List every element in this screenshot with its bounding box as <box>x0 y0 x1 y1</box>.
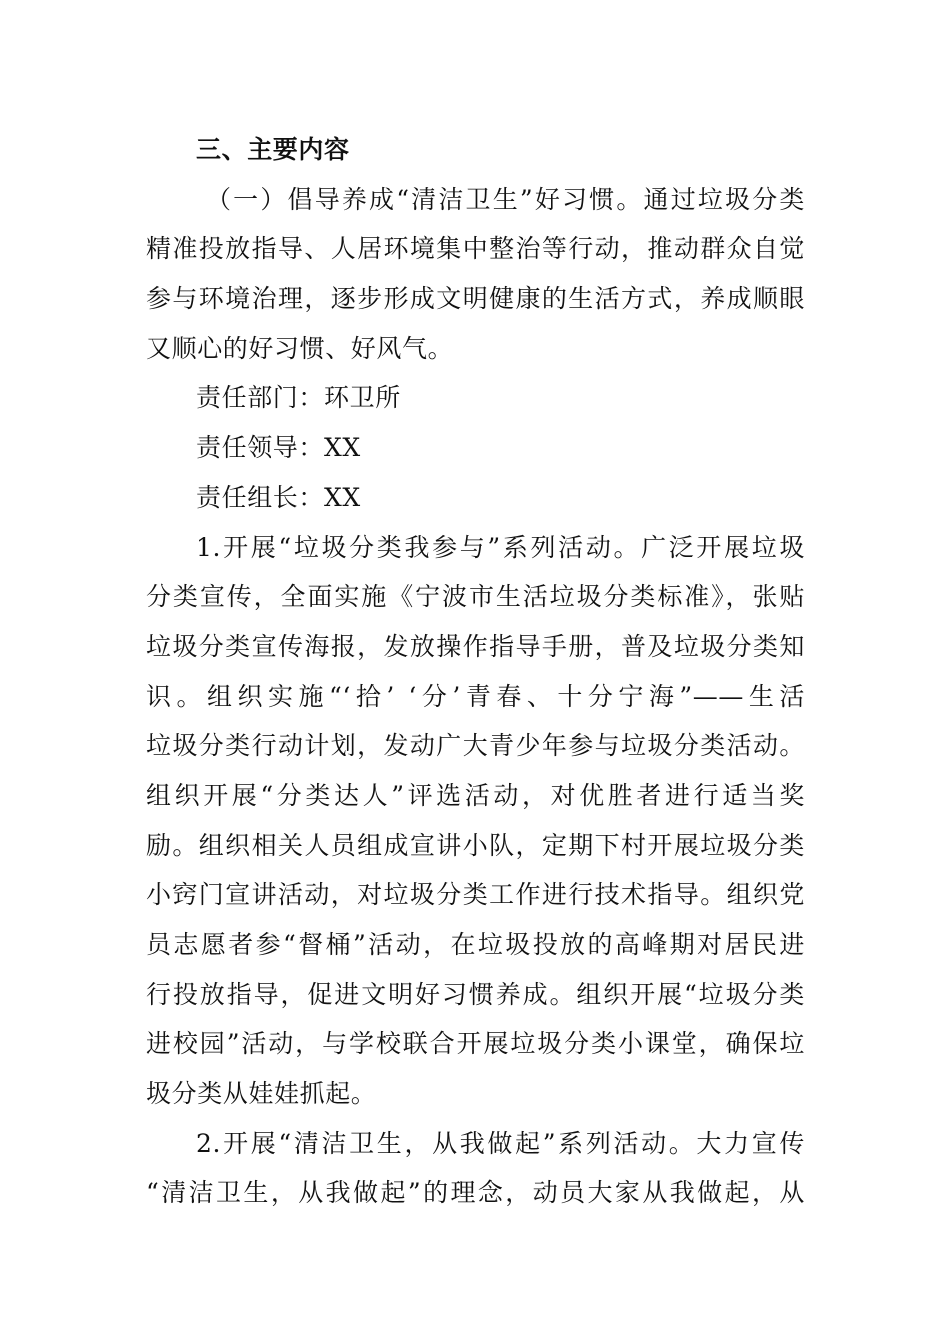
paragraph-line: 员志愿者参“督桶”活动，在垃圾投放的高峰期对居民进 <box>146 930 805 959</box>
responsible-team-leader: 责任组长：XX <box>196 482 361 512</box>
responsible-leader: 责任领导：XX <box>196 433 361 463</box>
responsible-department: 责任部门：环卫所 <box>196 383 401 413</box>
paragraph-line: 垃圾分类行动计划，发动广大青少年参与垃圾分类活动。 <box>146 731 805 761</box>
paragraph-line: 1.开展“垃圾分类我参与”系列活动。广泛开展垃圾 <box>196 532 805 562</box>
paragraph-line: 参与环境治理，逐步形成文明健康的生活方式，养成顺眼 <box>146 284 805 314</box>
paragraph-line: 行投放指导，促进文明好习惯养成。组织开展“垃圾分类 <box>146 979 805 1009</box>
section-heading: 三、主要内容 <box>196 135 350 164</box>
paragraph-line: （一）倡导养成“清洁卫生”好习惯。通过垃圾分类 <box>206 184 805 214</box>
paragraph-line: 组织开展“分类达人”评选活动，对优胜者进行适当奖 <box>146 780 805 810</box>
paragraph-line: 进校园”活动，与学校联合开展垃圾分类小课堂，确保垃 <box>146 1029 805 1059</box>
paragraph-line: 识。组织实施“‘拾’ ‘分’青春、十分宁海”——生活 <box>146 681 805 711</box>
paragraph-line: 精准投放指导、人居环境集中整治等行动，推动群众自觉 <box>146 234 805 264</box>
paragraph-line: 分类宣传，全面实施《宁波市生活垃圾分类标准》，张贴 <box>146 582 805 612</box>
paragraph-line: 励。组织相关人员组成宣讲小队，定期下村开展垃圾分类 <box>146 830 805 860</box>
paragraph-line: 又顺心的好习惯、好风气。 <box>146 333 454 363</box>
paragraph-line: 小窍门宣讲活动，对垃圾分类工作进行技术指导。组织党 <box>146 880 805 910</box>
paragraph-line: 垃圾分类宣传海报，发放操作指导手册，普及垃圾分类知 <box>146 631 805 661</box>
paragraph-line: “清洁卫生，从我做起”的理念，动员大家从我做起，从 <box>146 1178 805 1208</box>
paragraph-line: 圾分类从娃娃抓起。 <box>146 1079 377 1109</box>
paragraph-line: 2.开展“清洁卫生，从我做起”系列活动。大力宣传 <box>196 1128 805 1158</box>
